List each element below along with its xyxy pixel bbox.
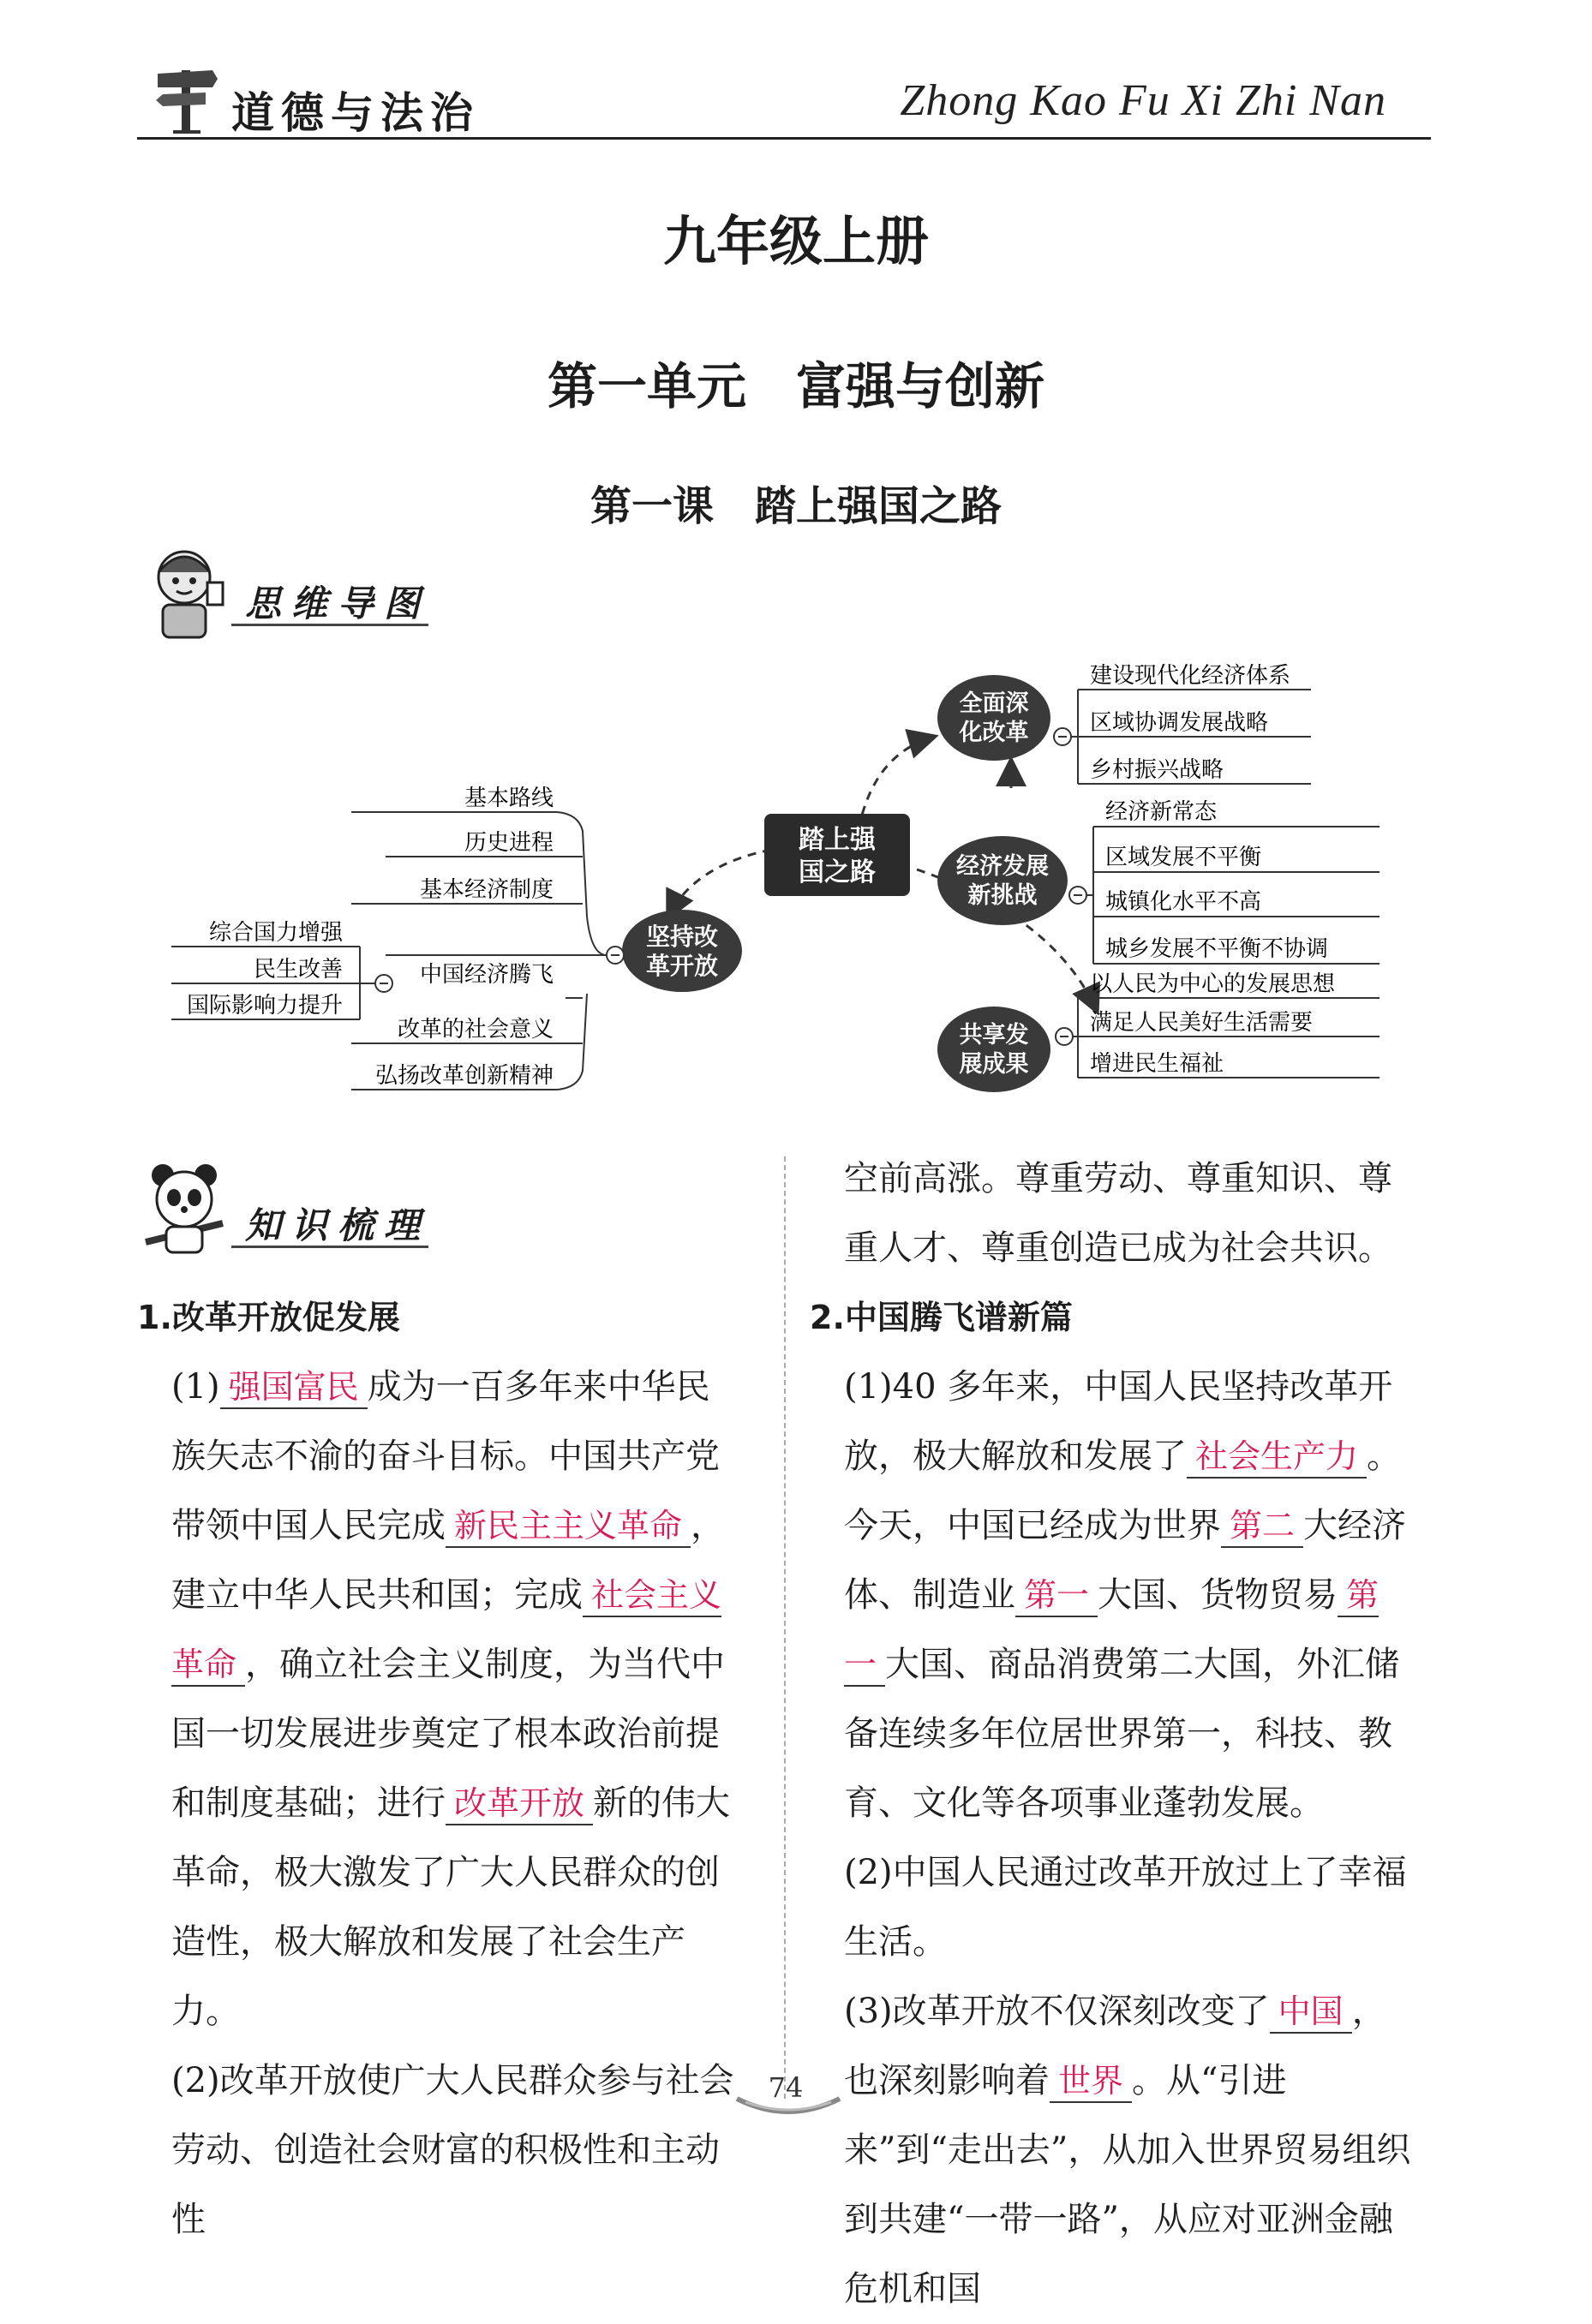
series-title: Zhong Kao Fu Xi Zhi Nan <box>900 76 1386 125</box>
answer-blank: 新民主主义革命 <box>446 1507 691 1548</box>
answer-blank: 中国 <box>1270 1992 1352 2034</box>
section-title-mindmap: 思维导图 <box>245 582 431 624</box>
page-number: 74 <box>768 2071 804 2104</box>
left-item: 弘扬改革创新精神 <box>374 1063 554 1089</box>
paragraph: (2)中国人民通过改革开放过上了幸福生活。 <box>844 1853 1407 1962</box>
section-title-knowledge: 知识梳理 <box>245 1204 431 1246</box>
svg-text:经济发展: 经济发展 <box>956 853 1049 880</box>
center-line-2: 国之路 <box>799 857 876 887</box>
reform-item: 乡村振兴战略 <box>1090 757 1224 783</box>
svg-text:全面深: 全面深 <box>959 690 1029 717</box>
unit-title: 第一单元 富强与创新 <box>547 357 1044 415</box>
grade-title: 九年级上册 <box>662 210 929 272</box>
share-item: 满足人民美好生活需要 <box>1090 1010 1314 1036</box>
answer-blank: 第一 <box>1015 1576 1098 1617</box>
svg-text:化改革: 化改革 <box>959 720 1029 746</box>
paragraph: (1) 强国富民 成为一百多年来中华民族矢志不渝的奋斗目标。中国共产党带领中国人民完成 新民主主义革命 ，建立中华人民共和国；完成 社会主义革命 ，确立社会主义制度，为当代中国一切发展进步奠定了根本政治前提和制度基础；进行 改革开放 新的伟大革命，极大激发了广大人民群众的创造性，极大解放和发展了社会生产力。 <box>171 1367 731 2031</box>
node-economic-challenges <box>937 836 1068 925</box>
svg-text:坚持改: 坚持改 <box>645 923 719 951</box>
answer-blank: 第一 <box>844 1576 1379 1687</box>
left-item: 改革的社会意义 <box>397 1017 554 1043</box>
heading-china-rise: 2.中国腾飞谱新篇 <box>810 1299 1073 1336</box>
section-underline <box>231 624 428 626</box>
svg-text:新挑战: 新挑战 <box>967 882 1038 909</box>
left-sub-item: 国际影响力提升 <box>186 993 343 1019</box>
svg-text:革开放: 革开放 <box>645 952 719 980</box>
share-item: 增进民生福祉 <box>1090 1051 1224 1077</box>
node-deepen-reform <box>937 675 1050 761</box>
left-sub-item: 民生改善 <box>253 957 343 983</box>
column-divider <box>784 1156 786 2099</box>
subject-title: 道德与法治 <box>231 88 480 138</box>
svg-text:共享发: 共享发 <box>959 1022 1029 1048</box>
paragraph: (1)40 多年来，中国人民坚持改革开放，极大解放和发展了 社会生产力 。今天，中国已经成为世界 第二 大经济体、制造业 第一 大国、货物贸易 第一 大国、商品消费第二大国，外汇储备连续多年位居世界第一，科技、教育、文化等各项事业蓬勃发展。 <box>844 1367 1407 1823</box>
left-item: 历史进程 <box>464 830 554 856</box>
lesson-title: 第一课 踏上强国之路 <box>590 482 1002 530</box>
answer-blank: 世界 <box>1050 2062 1132 2103</box>
challenge-item: 城乡发展不平衡不协调 <box>1105 936 1329 962</box>
panda-mascot-icon <box>137 1156 231 1259</box>
left-sub-item: 综合国力增强 <box>208 920 343 946</box>
answer-blank: 社会生产力 <box>1187 1437 1367 1479</box>
heading-reform-development: 1.改革开放促发展 <box>137 1299 400 1336</box>
paragraph: (2)改革开放使广大人民群众参与社会劳动、创造社会财富的积极性和主动性 <box>171 2061 734 2239</box>
reform-item: 区域协调发展战略 <box>1090 710 1269 736</box>
node-share-results <box>937 1007 1050 1092</box>
challenge-item: 城镇化水平不高 <box>1105 889 1262 915</box>
answer-blank: 改革开放 <box>446 1784 593 1825</box>
reform-item: 建设现代化经济体系 <box>1090 663 1291 689</box>
paragraph: 空前高涨。尊重劳动、尊重知识、尊重人才、尊重创造已成为社会共识。 <box>844 1159 1392 1268</box>
right-column <box>810 1144 1414 2324</box>
paragraph: (3)改革开放不仅深刻改变了 中国 ，也深刻影响着 世界 。从“引进来”到“走出去”，从加入世界贸易组织到共建“一带一路”，从应对亚洲金融危机和国 <box>844 1992 1411 2309</box>
left-column <box>137 1283 741 2255</box>
answer-blank: 社会主义革命 <box>171 1576 721 1687</box>
svg-text:展成果: 展成果 <box>959 1051 1029 1078</box>
challenge-item: 区域发展不平衡 <box>1105 845 1262 870</box>
left-item: 基本经济制度 <box>419 877 554 903</box>
section-underline <box>231 1246 428 1248</box>
challenge-item: 经济新常态 <box>1105 799 1218 825</box>
left-item: 中国经济腾飞 <box>419 962 554 988</box>
mind-map <box>154 660 1439 1139</box>
share-item: 以人民为中心的发展思想 <box>1090 971 1336 997</box>
header-rule <box>137 137 1431 140</box>
answer-blank: 第二 <box>1221 1507 1303 1548</box>
student-mascot-icon <box>137 541 231 644</box>
center-line-1: 踏上强 <box>799 825 876 855</box>
signpost-icon <box>153 62 221 134</box>
left-item: 基本路线 <box>464 786 554 811</box>
answer-blank: 强国富民 <box>220 1368 368 1409</box>
